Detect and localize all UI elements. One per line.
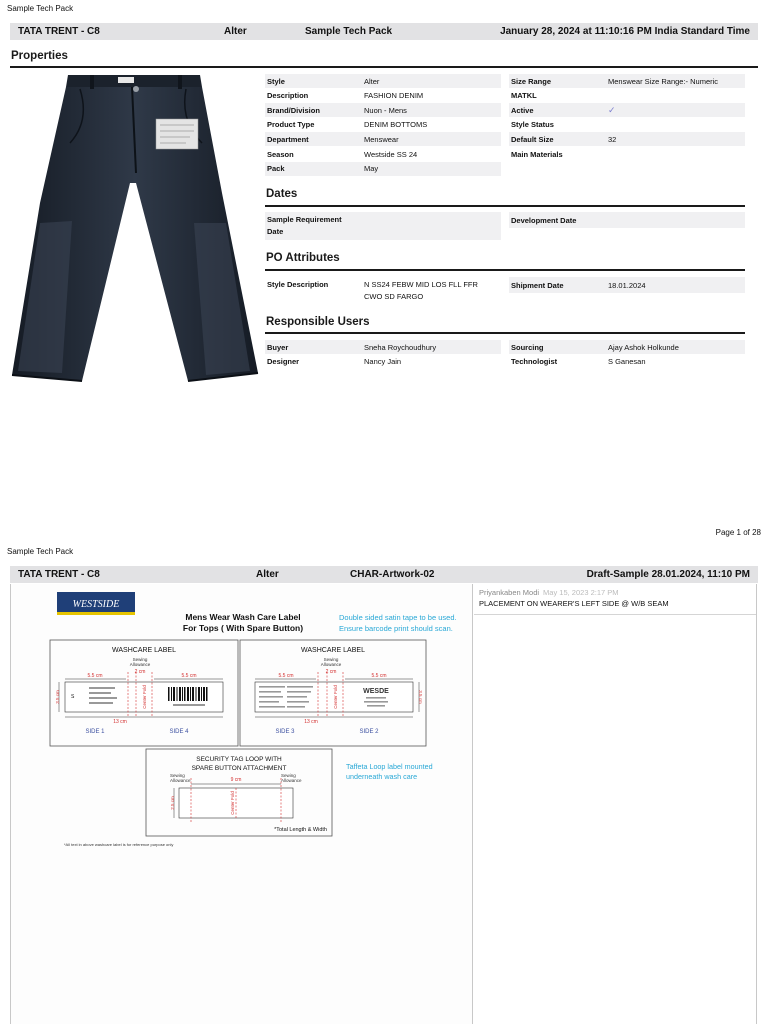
shipment-date-value: 18.01.2024	[608, 280, 646, 290]
security-sewing-right: Sewing	[281, 773, 296, 778]
properties-left-row	[265, 103, 501, 117]
comment-text: PLACEMENT ON WEARER'S LEFT SIDE @ W/B SEAM	[474, 597, 756, 615]
dim-55-right-2: 5.5 cm	[371, 673, 387, 679]
user-role-label: Buyer	[267, 342, 289, 352]
dim-2cm-1: 2 cm	[134, 669, 146, 675]
properties-right-label: Size Range	[511, 76, 552, 86]
side-2-label: SIDE 2	[359, 729, 379, 735]
user-role-label: Sourcing	[511, 342, 544, 352]
properties-left-label: Brand/Division	[267, 105, 320, 115]
taffeta-note-line2: underneath wash care	[346, 772, 418, 781]
artwork-title-line1: Mens Wear Wash Care Label	[185, 612, 301, 622]
properties-left-label: Department	[267, 134, 309, 144]
security-title-line2: SPARE BUTTON ATTACHMENT	[191, 765, 287, 772]
header-bar-page2	[10, 566, 758, 583]
style-description-line1: N SS24 FEBW MID LOS FLL FFR	[364, 280, 478, 289]
properties-right-value: ✓	[608, 104, 616, 115]
dim-2cm-2: 2 cm	[325, 669, 337, 675]
dates-rule	[265, 205, 745, 207]
properties-left-row	[265, 162, 501, 176]
comments-panel	[474, 584, 757, 1024]
shipment-date-row	[509, 277, 745, 293]
user-row	[509, 355, 745, 369]
dim-25: 2.5 cm	[170, 796, 175, 810]
doc-label-page2: Sample Tech Pack	[7, 547, 74, 556]
properties-left-row	[265, 132, 501, 146]
user-name-value: Nancy Jain	[364, 357, 402, 367]
properties-right-row	[509, 103, 745, 117]
user-row	[265, 340, 501, 354]
properties-left-row	[265, 147, 501, 161]
dim-35-2: 3.5 cm	[418, 690, 423, 704]
user-name-value: Ajay Ashok Holkunde	[608, 342, 679, 352]
properties-right-row	[509, 132, 745, 146]
artwork-note-line1: Double sided satin tape to be used.	[339, 613, 457, 622]
dim-55-right-1: 5.5 cm	[181, 673, 197, 679]
security-allowance-right: Allowance	[281, 778, 302, 783]
center-fold-1: Center Fold	[142, 685, 147, 709]
po-attributes-title: PO Attributes	[266, 252, 340, 264]
product-image	[10, 73, 260, 383]
washcare-label-title-1: WASHCARE LABEL	[112, 647, 176, 654]
properties-rule	[10, 66, 758, 68]
properties-title: Properties	[11, 50, 68, 62]
taffeta-note-line1: Taffeta Loop label mounted	[346, 762, 433, 771]
user-name-value: Sneha Roychoudhury	[364, 342, 437, 352]
comment-author: Priyankaben Modi	[479, 588, 540, 597]
properties-left-label: Product Type	[267, 120, 315, 130]
user-row	[265, 355, 501, 369]
sample-requirement-label-date: Date	[267, 227, 284, 236]
allowance-text-1: Allowance	[129, 662, 151, 667]
washcare-box-1	[50, 640, 238, 746]
style-name: Alter	[224, 26, 247, 37]
properties-left-value: May	[364, 164, 379, 174]
responsible-users-title: Responsible Users	[266, 316, 370, 328]
center-fold-2: Center Fold	[333, 685, 338, 709]
properties-left-row	[265, 118, 501, 132]
user-role-label: Technologist	[511, 357, 558, 367]
properties-right-row	[509, 147, 745, 161]
development-date-label: Development Date	[511, 215, 577, 225]
sewing-text-2: Sewing	[323, 657, 339, 662]
allowance-text-2: Allowance	[320, 662, 342, 667]
shipment-date-label: Shipment Date	[511, 280, 564, 290]
style-description-row	[265, 278, 501, 304]
dim-13-1: 13 cm	[113, 719, 127, 725]
artwork-name: CHAR-Artwork-02	[350, 569, 435, 580]
disclaimer: *All text in above washcare label is for reference purpose only	[64, 842, 174, 847]
style-description-label: Style Description	[267, 280, 329, 289]
sewing-text-1: Sewing	[132, 657, 148, 662]
properties-left-value: Westside SS 24	[364, 149, 418, 159]
properties-left-value: Menswear	[364, 134, 399, 144]
user-row	[509, 340, 745, 354]
sample-requirement-row	[265, 212, 501, 240]
westside-mark: WESDE	[363, 688, 389, 695]
washcare-label-title-2: WASHCARE LABEL	[301, 647, 365, 654]
total-length-width: *Total Length & Width	[274, 827, 327, 833]
header-timestamp: January 28, 2024 at 11:10:16 PM India Standard Time	[500, 26, 750, 37]
user-name-value: S Ganesan	[608, 357, 646, 367]
brand-name: TATA TRENT - C8	[18, 26, 100, 37]
sample-requirement-label: Sample Requirement	[267, 215, 342, 224]
properties-left-value: DENIM BOTTOMS	[364, 120, 428, 130]
side-1-label: SIDE 1	[85, 729, 105, 735]
doc-type: Sample Tech Pack	[305, 26, 393, 37]
properties-left-row	[265, 89, 501, 103]
properties-right-value: Menswear Size Range:- Numeric	[608, 76, 719, 86]
doc-label: Sample Tech Pack	[7, 4, 74, 13]
dates-title: Dates	[266, 188, 298, 200]
properties-left-label: Style	[267, 76, 285, 86]
properties-left-value: Nuon - Mens	[364, 105, 407, 115]
side-4-label: SIDE 4	[169, 729, 189, 735]
draft-status: Draft-Sample 28.01.2024, 11:10 PM	[586, 569, 750, 580]
properties-left-row	[265, 74, 501, 88]
dim-35-1: 3.5 cm	[55, 690, 60, 704]
artwork-panel	[10, 584, 473, 1024]
security-tag-box	[146, 749, 332, 836]
properties-right-label: Style Status	[511, 120, 554, 130]
users-rule	[265, 332, 745, 334]
brand-name-page2: TATA TRENT - C8	[18, 569, 100, 580]
properties-left-label: Description	[267, 91, 309, 101]
dim-55-left-1: 5.5 cm	[87, 673, 103, 679]
po-rule	[265, 269, 745, 271]
properties-left-label: Season	[267, 149, 294, 159]
properties-right-label: Main Materials	[511, 149, 563, 159]
security-allowance-left: Allowance	[170, 778, 191, 783]
style-description-line2: CWO SD FARGO	[364, 292, 424, 301]
user-role-label: Designer	[267, 357, 300, 367]
properties-right-label: Active	[511, 105, 534, 115]
side-3-label: SIDE 3	[275, 729, 295, 735]
properties-left-value: Alter	[364, 76, 380, 86]
washcare-box-2	[240, 640, 426, 746]
security-sewing-left: Sewing	[170, 773, 185, 778]
properties-right-label: MATKL	[511, 91, 537, 101]
comment-date: May 15, 2023 2:17 PM	[543, 588, 619, 597]
artwork-title-line2: For Tops ( With Spare Button)	[182, 623, 304, 633]
comment-header	[474, 584, 756, 597]
dim-55-left-2: 5.5 cm	[278, 673, 294, 679]
properties-right-row	[509, 89, 745, 103]
center-fold-3: Center Fold	[230, 791, 235, 815]
artwork-note-line2: Ensure barcode print should scan.	[339, 624, 453, 633]
properties-right-row	[509, 74, 745, 88]
properties-right-label: Default Size	[511, 134, 554, 144]
dim-13-2: 13 cm	[304, 719, 318, 725]
properties-right-value: 32	[608, 134, 617, 144]
properties-left-value: FASHION DENIM	[364, 91, 424, 101]
properties-left-label: Pack	[267, 164, 285, 174]
security-title-line1: SECURITY TAG LOOP WITH	[196, 756, 282, 763]
style-name-page2: Alter	[256, 569, 279, 580]
dim-9: 9 cm	[230, 777, 242, 783]
properties-right-row	[509, 118, 745, 132]
header-bar	[10, 23, 758, 40]
page-number: Page 1 of 28	[715, 528, 761, 537]
size-s: S	[71, 694, 75, 700]
logo-text: WESTSIDE	[72, 599, 120, 610]
development-date-row	[509, 212, 745, 228]
westside-logo	[57, 592, 135, 615]
